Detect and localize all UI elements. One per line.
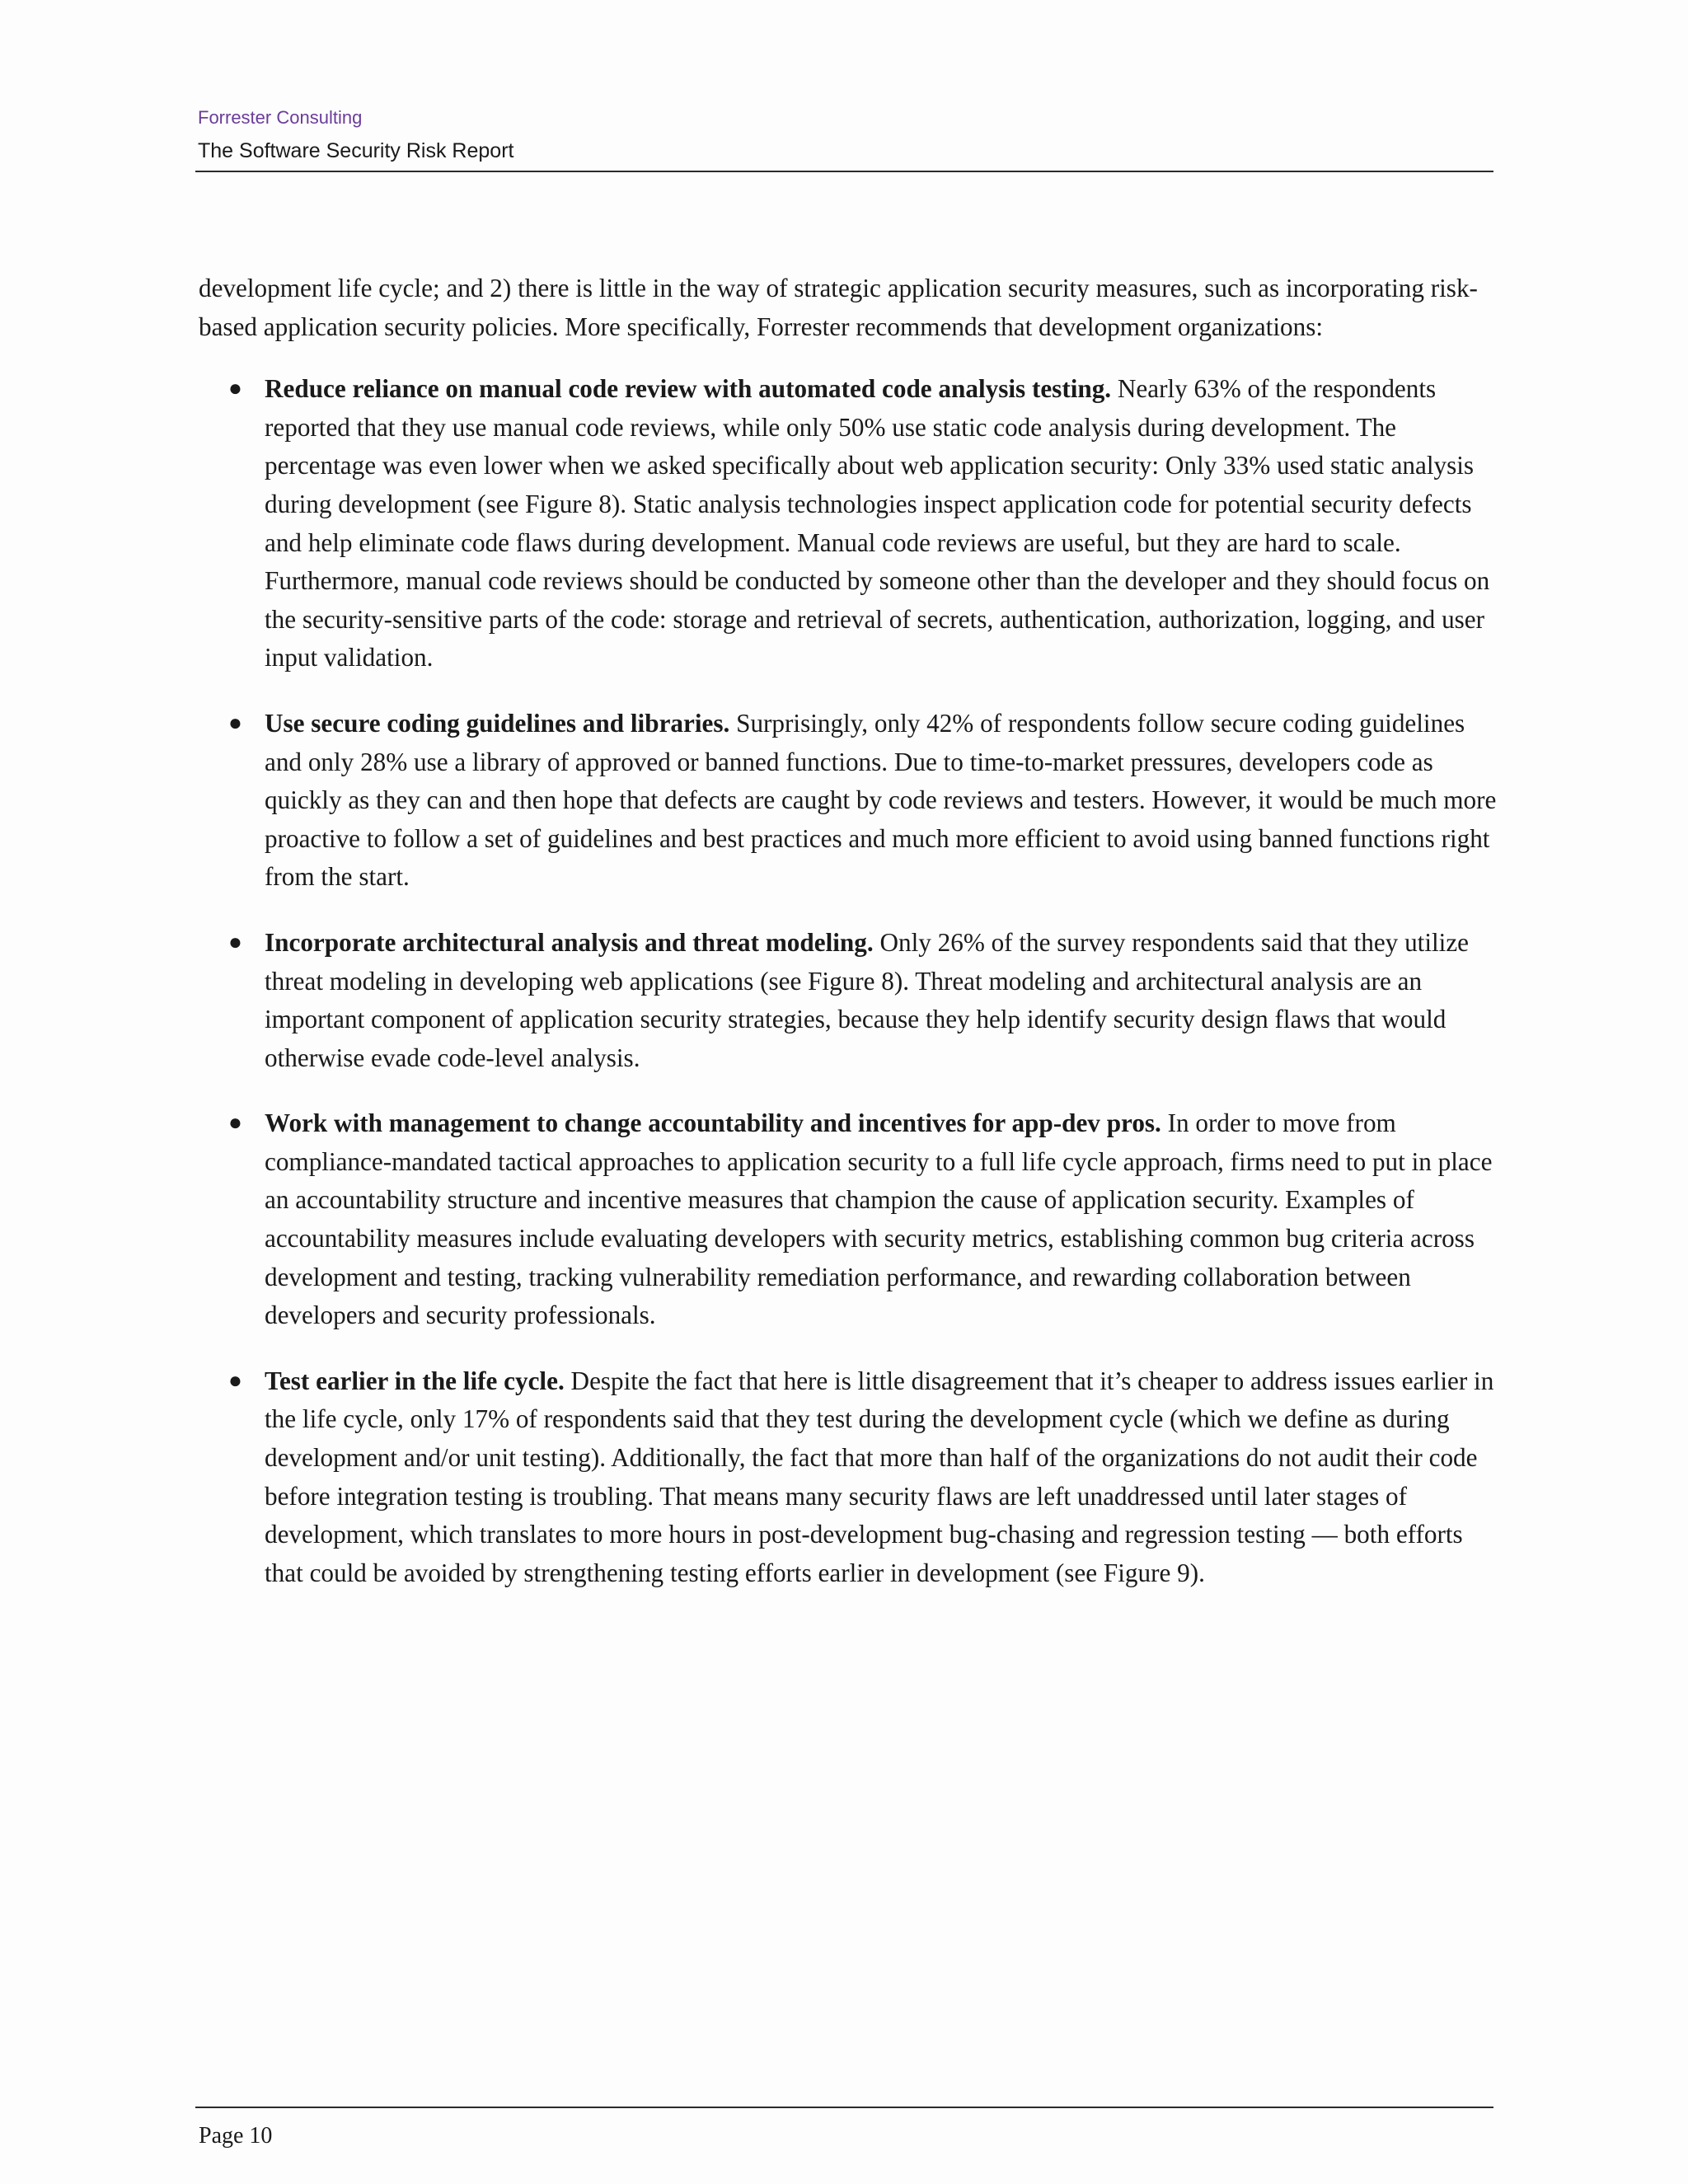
bullet-icon: ● (228, 710, 242, 736)
list-item (199, 1362, 1501, 1593)
bullet-icon: ● (228, 1367, 242, 1394)
list-item (199, 370, 1501, 677)
footer-divider (195, 2107, 1493, 2108)
recommendation-text: Nearly 63% of the respondents reported that they use manual code reviews, while only 50% use static code analysis during development. The percentage was even lower when we asked specifically about web application security: Only 33% used static analysis during development (see Figure 8). Static analysis technologies inspect application code for potential security defects and help eliminate code flaws during development. Manual code reviews are useful, but they are hard to scale. Furthermore, manual code reviews should be conducted by someone other than the developer and they should focus on the security-sensitive parts of the code: storage and retrieval of secrets, authentication, authorization, logging, and user input validation. (265, 374, 1490, 673)
bullet-icon: ● (228, 376, 242, 402)
intro-paragraph: development life cycle; and 2) there is little in the way of strategic application security measures, such as incorporating risk-based application security policies. More specifically, Forrester recommends that development organizations: (199, 274, 1478, 341)
list-item (199, 924, 1501, 1077)
recommendation-lead: Incorporate architectural analysis and threat modeling. (265, 927, 880, 957)
recommendation-lead: Test earlier in the life cycle. (265, 1366, 571, 1395)
recommendation-text: In order to move from compliance-mandated tactical approaches to application security to a full life cycle approach, firms need to put in place an accountability structure and incentive measures that champion the cause of application security. Examples of accountability measures include evaluating developers with security metrics, establishing common bug criteria across development and testing, tracking vulnerability remediation performance, and rewarding collaboration between developers and security professionals. (265, 1108, 1493, 1330)
recommendation-lead: Use secure coding guidelines and libraries. (265, 708, 737, 738)
body-content (199, 269, 1501, 1619)
recommendation-text: Only 26% of the survey respondents said that they utilize threat modeling in developing web applications (see Figure 8). Threat modeling and architectural analysis are an important component of application security strategies, because they help identify security design flaws that would otherwise evade code-level analysis. (265, 927, 1470, 1072)
recommendation-lead: Reduce reliance on manual code review with automated code analysis testing. (265, 374, 1118, 404)
list-item (199, 705, 1501, 897)
page-number: Page 10 (199, 2123, 273, 2149)
recommendation-text: Despite the fact that here is little disagreement that it’s cheaper to address issues earlier in the life cycle, only 17% of respondents said that they test during the development cycle (which we define as during development and/or unit testing). Additionally, the fact that more than half of the organizations do not audit their code before integration testing is troubling. That means many security flaws are left unaddressed until later stages of development, which translates to more hours in post-development bug-chasing and regression testing — both efforts that could be avoided by strengthening testing efforts earlier in development (see Figure 9). (265, 1366, 1494, 1587)
bullet-icon: ● (228, 929, 242, 955)
recommendation-lead: Work with management to change accountability and incentives for app-dev pros. (265, 1108, 1168, 1138)
recommendations-list (199, 370, 1501, 1592)
page-header (198, 105, 1493, 165)
report-title: The Software Security Risk Report (198, 139, 514, 162)
list-item (199, 1104, 1501, 1335)
company-name: Forrester Consulting (198, 107, 363, 128)
bullet-icon: ● (228, 1110, 242, 1137)
header-divider (195, 171, 1493, 172)
recommendation-text: Surprisingly, only 42% of respondents follow secure coding guidelines and only 28% use a library of approved or banned functions. Due to time-to-market pressures, developers code as quickly as they can and then hope that defects are caught by code reviews and testers. However, it would be much more proactive to follow a set of guidelines and best practices and much more efficient to avoid using banned functions right from the start. (265, 708, 1497, 892)
